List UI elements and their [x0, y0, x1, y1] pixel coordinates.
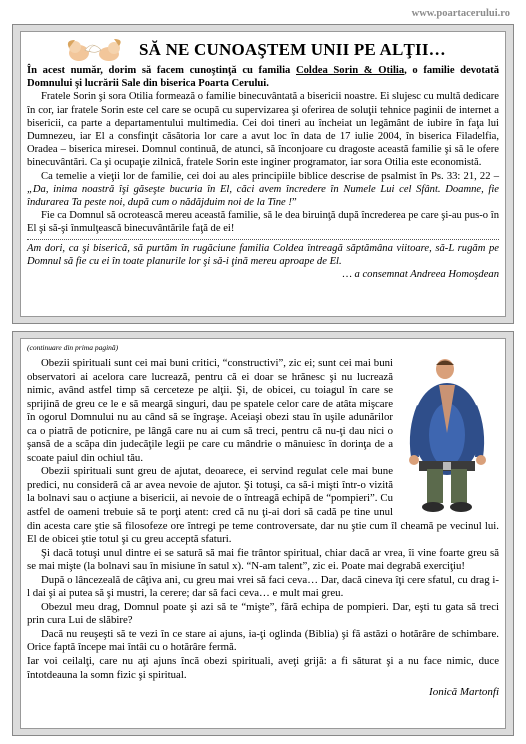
signature: … a consemnat Andreea Homoşdean: [342, 269, 499, 281]
lead-before: În acest număr, dorim să facem cunoştinţă cu familia: [27, 65, 296, 76]
author-name: Ionică Martonfi: [429, 686, 499, 699]
bottom-article-box: [20, 338, 506, 729]
bottom-article-panel: [12, 331, 514, 736]
closing-paragraph: Am dori, ca şi biserică, să purtăm în rugăciune familia Coldea întreagă săptămâna viitoare, să-L rugăm pe Domnul să fie cu ei în toate planurile lor şi să-i ţină mereu aproape de El.: [27, 242, 499, 267]
paragraph-3: Fie ca Domnul să ocrotească mereu această familie, să le dea biruinţă după încrederea pe care şi-au pus-o în El şi să-şi înmulţească binecuvântările faţă de ei!: [27, 210, 499, 235]
lead-after: , o familie devotată Domnului şi lucrării Sale din biserica Poarta Cerului.: [27, 65, 499, 90]
psalm-quote: „Da, inima noastră îşi găseşte bucuria în El, căci avem încredere în Numele Lui cel Sfânt. Doamne, fie îndurarea Ta peste noi, după cum o nădăjduim noi de la Tine !: [27, 183, 499, 209]
lead-paragraph: [27, 64, 499, 90]
divider: [27, 239, 499, 240]
body-paragraph-7: Iar voi ceilalţi, care nu aţi ajuns încă obezi spirituali, aveţi grijă: a fi săturat şi a nu face nimic, duce întotdeauna la somn fizic şi spiritual.: [27, 655, 499, 681]
top-article-panel: [12, 24, 514, 324]
continuation-note: (continuare din prima pagină): [27, 343, 119, 352]
body-paragraph-4: După o lâncezeală de câţiva ani, cu greu mai vrei să faci ceva… Dar, dacă cineva îţi cere sfatul, cu drag i-l dai şi ai putea să şi mustri, la cerere; dar să faci ceva… e mult mai greu.: [27, 573, 499, 600]
paragraph-1: Fratele Sorin şi sora Otilia formează o familie binecuvântată a bisericii noastre. Ei slujesc cu multă dedicare în cor, iar fratele Sorin este cel care se ocupă cu supervizarea şi oferirea de soluţii tehnice paginii de internet a bisericii, ca parte a departamentului multimedia. Cei doi tineri au încheiat un legământ de iubire în faţa lui Dumnezeu, iar El a consfinţit căsătoria lor care a avut loc în data de 17 iulie 2004, în biserica Filadelfia, Oradea – biserica miresei. Domnul continuă, de atunci, să înconjoare cu dragoste această familie şi să le ofere binecuvântări. Ca şi ocupaţie zilnică, fratele Sorin este inginer programator, iar sora Otilia este economistă.: [27, 91, 499, 169]
body-paragraph-6: Dacă nu reuşeşti să te vezi în ce stare ai ajuns, ia-ţi oglinda (Biblia) şi fă astăzi o hotărâre de schimbare. Orice faptă începe mai întâi cu o hotărâre fermă.: [27, 627, 499, 654]
body-paragraph-1: Obezii spirituali sunt cei mai buni critici, “constructivi”, zic ei; sunt cei mai buni observatori ai acelora care lucrează, pentru că ei doar se hrănesc şi nu lucrează nimic, având astfel timp să cerceteze pe alţii. Şi, de obicei, cu toiagul în care se sprijină de greu ce le e să meargă singuri, dau pe spatele celor care de atâta mişcare în ogorul Domnului nu au când să se îngraşe. Aceiaşi obezi stau în uşile adunărilor ca o piatră de poticnire, pe lângă care nu ai cum să treci, pentru că nu-ţi dau nici o şansă de a scăpa din judecăţile legii pe care cu mândrie o mânuiesc în dorinţa de a scoate paiul din ochiul tău.: [27, 357, 393, 464]
body-paragraph-3: Şi dacă totuşi unul dintre ei se satură să mai fie trântor spiritual, chiar dacă ar vrea, îi vine foarte greu să se mai mişte (la bolnavi sau în misiune în satul x). “N-am talent”, zic ei. Poate mai degrabă exerciţiu!: [27, 546, 499, 573]
quote-close: ”: [291, 197, 297, 209]
family-names: Coldea Sorin & Otilia: [295, 65, 405, 76]
article-title: SĂ NE CUNOAŞTEM UNII PE ALŢII…: [139, 40, 446, 59]
cherubs-ornament-icon: [65, 38, 127, 64]
body-paragraph-2: Obezii spirituali sunt greu de ajutat, deoarece, ei servind regulat cele mai bune predici, nu consideră că ar avea nevoie de ajutor. Şi totuşi, ca să-i mişti într-o vizită la bolnavi sau o acţiune a bisericii, ai nevoie de o întreagă echipă de “pompieri”. Cu astfel de oameni trebuie să te porţi atent: cred că nu ţi-ai dori să cadă pe tine unul din acesta care ştie să filosofeze ore întregi pe teme controversate, dar nu ştie cum îl cheamă pe vecinul lui. El de obicei ştie totul şi cu greu acceptă sfaturi.: [27, 465, 499, 546]
paragraph-2-intro: Ca temelie a vieţii lor de familie, cei doi au ales principiile biblice descrise de psalmist în Ps. 33: 21, 22 –: [41, 170, 499, 182]
overweight-man-illustration-icon: [399, 357, 499, 515]
body-paragraph-5: Obezul meu drag, Domnul poate şi azi să te “mişte”, fără echipa de pompieri. Dar, eşti tu gata să treci prin cura Lui de slăbire?: [27, 600, 499, 627]
top-article-box: [20, 31, 506, 317]
title-row: [27, 36, 499, 64]
paragraph-2: [27, 170, 499, 210]
site-url[interactable]: www.poartacerului.ro: [411, 8, 510, 19]
